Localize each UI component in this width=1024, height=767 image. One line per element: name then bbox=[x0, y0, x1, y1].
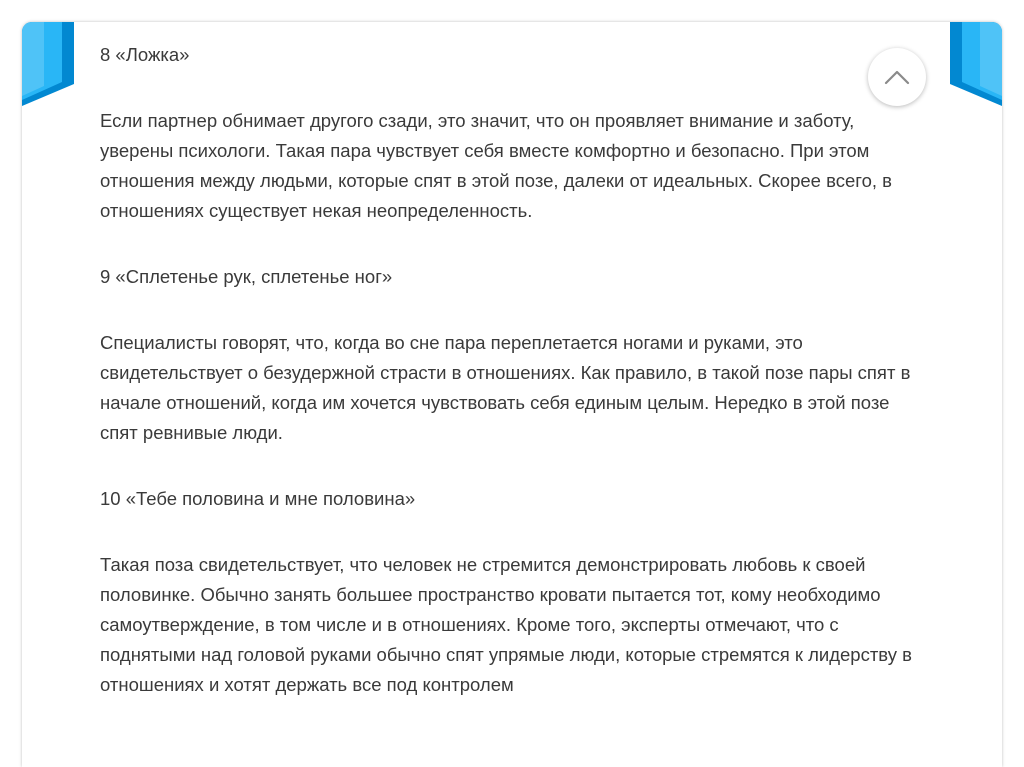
section-9-heading: 9 «Сплетенье рук, сплетенье ног» bbox=[100, 266, 393, 287]
scroll-to-top-button[interactable] bbox=[868, 48, 926, 106]
left-ribbon-decoration bbox=[22, 22, 74, 132]
right-ribbon-decoration bbox=[950, 22, 1002, 132]
section-10-body: Такая поза свидетельствует, что человек не стремится демонстрировать любовь к своей половинке. Обычно занять большее пространство кровати пытается тот, кому необходимо самоутверждение, в том числе и в отношениях. Кроме того, эксперты отмечают, что с поднятыми над головой руками обычно спят упрямые люди, которые стремятся к лидерству в отношениях и хотят держать все под контролем bbox=[100, 554, 912, 695]
section-8-heading: 8 «Ложка» bbox=[100, 44, 190, 65]
chevron-up-icon bbox=[883, 68, 911, 86]
section-10-heading: 10 «Тебе половина и мне половина» bbox=[100, 488, 416, 509]
section-9-body: Специалисты говорят, что, когда во сне пара переплетается ногами и руками, это свидетельствует о безудержной страсти в отношениях. Как правило, в такой позе пары спят в начале отношений, когда им хочется чувствовать себя единым целым. Нередко в этой позе спят ревнивые люди. bbox=[100, 332, 911, 443]
slide-frame bbox=[22, 22, 1002, 767]
article-content bbox=[100, 40, 930, 736]
section-8-body: Если партнер обнимает другого сзади, это значит, что он проявляет внимание и заботу, уверены психологи. Такая пара чувствует себя вместе комфортно и безопасно. При этом отношения между людьми, которые спят в этой позе, далеки от идеальных. Скорее всего, в отношениях существует некая неопределенность. bbox=[100, 110, 892, 221]
